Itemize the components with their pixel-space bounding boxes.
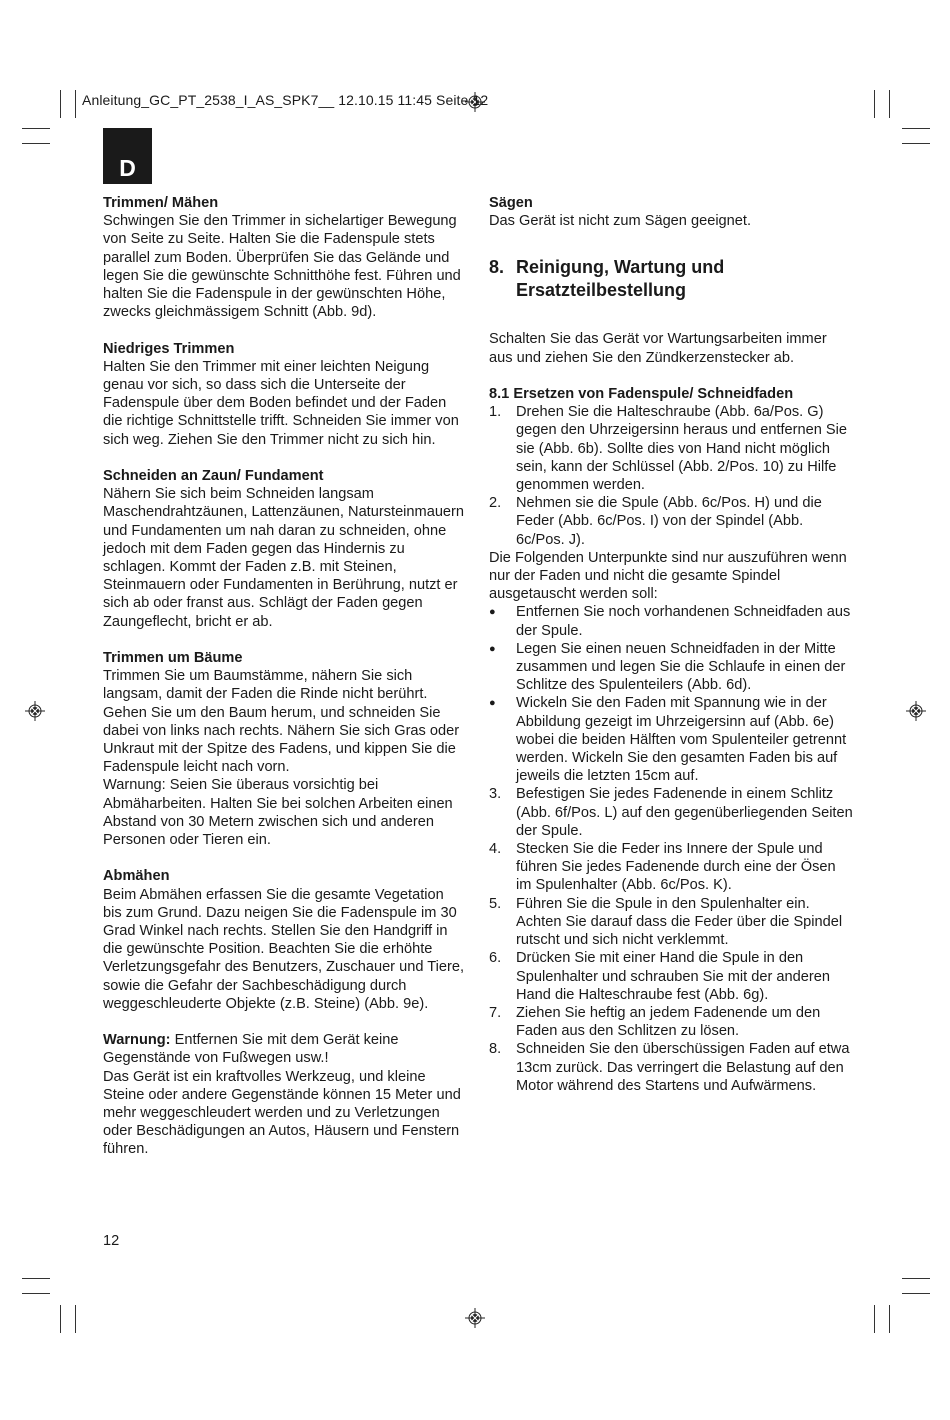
crop-mark [889,90,890,118]
list-item [489,840,854,895]
list-text: Führen Sie die Spule in den Spulenhalter ein. Achten Sie darauf dass die Feder über die Spindel rutscht und sich nicht verklemmt. [516,895,843,949]
section-text: Das Gerät ist nicht zum Sägen geeignet. [489,213,752,230]
registration-mark-icon [25,701,45,721]
crop-mark [902,1293,930,1294]
crop-mark [874,90,875,118]
chapter-number: 8. [489,257,505,278]
section-heading: Schneiden an Zaun/ Fundament [103,468,324,485]
bullet-icon: ● [489,697,496,710]
section-heading: Niedriges Trimmen [103,340,235,357]
steps-list-a [489,403,854,549]
section-heading: Trimmen/ Mähen [103,195,219,211]
warning-label: Warnung: [103,1032,171,1049]
steps-list-b [489,785,854,1094]
section-text: Trimmen Sie um Baumstämme, nähern Sie sich langsam, damit der Faden die Rinde nicht berührt. Gehen Sie um den Baum herum, und schneiden Sie dabei von links nach rechts. Nähern Sie sich Gras oder Unkraut mit der Spitze des Fadens, und kippen Sie die Fadenspule leicht nach vorn. [103,668,460,776]
bullet-list [489,603,854,785]
subsection-heading: 8.1 Ersetzen von Fadenspule/ Schneidfaden [489,386,794,402]
list-item [489,1004,854,1040]
list-item [489,949,854,1004]
section-text: Beim Abmähen erfassen Sie die gesamte Vegetation bis zum Grund. Dazu neigen Sie die Fadenspule im 30 Grad Winkel nach rechts. Stellen Sie den Handgriff in die gewünschte Position. Beachten Sie die erhöhte Verletzungsgefahr des Benutzers, Zuschauer und Tiere, sowie die Gefahr der Sachbeschädigung durch weggeschleuderte Objekte (z.B. Steine) (Abb. 9e). [103,886,465,1012]
list-text: Drehen Sie die Halteschraube (Abb. 6a/Pos. G) gegen den Uhrzeigersinn heraus und entfernen Sie sie (Abb. 6b). Sollte dies von Hand nicht möglich sein, kann der Schlüssel (Abb. 2/Pos. 10) zu Hilfe genommen werden. [516,404,848,494]
section-zaun-fundament [103,467,465,631]
language-tab-label: D [119,155,136,181]
chapter-title: Reinigung, Wartung und Ersatzteilbestellung [516,257,725,301]
section-trimmen-maehen [103,194,465,321]
list-number: 2. [489,495,502,512]
list-number: 5. [489,895,502,912]
section-abmaehen [103,867,465,1013]
list-item [489,895,854,950]
crop-mark [60,1305,61,1333]
list-text: Nehmen sie die Spule (Abb. 6c/Pos. H) und die Feder (Abb. 6c/Pos. I) von der Spindel (Abb. 6c/Pos. J). [516,495,822,548]
chapter-heading [489,256,854,302]
list-text: Schneiden Sie den überschüssigen Faden auf etwa 13cm zurück. Das verringert die Belastung auf den Motor während des Startens und Aufwärmens. [516,1041,850,1094]
crop-mark [22,1278,50,1279]
print-slug: Anleitung_GC_PT_2538_I_AS_SPK7__ 12.10.15 11:45 Seite 12 [82,92,489,108]
list-item [489,640,854,695]
crop-mark [902,1278,930,1279]
section-warning [103,1031,465,1158]
registration-mark-icon [465,1308,485,1328]
registration-mark-icon [906,701,926,721]
section-heading: Abmähen [103,868,170,885]
crop-mark [75,90,76,118]
crop-mark [60,90,61,118]
crop-mark [22,143,50,144]
bullet-icon: ● [489,642,496,655]
bullet-icon: ● [489,606,496,619]
crop-mark [889,1305,890,1333]
warning-line [103,1031,465,1067]
list-item [489,694,854,785]
section-saegen [489,194,854,230]
list-number: 6. [489,950,502,967]
language-tab [103,128,152,184]
list-item [489,785,854,840]
crop-mark [22,128,50,129]
section-text: Halten Sie den Trimmer mit einer leichten Neigung genau vor sich, so dass sich die Unterseite der Fadenspule über dem Boden befindet und der Faden die richtige Schnittstelle trifft. Schneiden Sie immer von sich weg. Ziehen Sie den Trimmer nicht zu sich hin. [103,358,459,448]
list-item [489,1040,854,1095]
section-niedriges-trimmen [103,340,465,449]
list-item [489,603,854,639]
list-text: Ziehen Sie heftig an jedem Fadenende um den Faden aus den Schlitzen zu lösen. [516,1004,821,1040]
list-text: Befestigen Sie jedes Fadenende in einem Schlitz (Abb. 6f/Pos. L) auf den gegenüberliegenden Seiten der Spule. [516,786,853,839]
warning-body: Das Gerät ist ein kraftvolles Werkzeug, und kleine Steine oder andere Gegenstände können 15 Meter und mehr weggeschleudert werden und zu Verletzungen oder Beschädigungen an Autos, Häusern und Fenstern führen. [103,1068,461,1158]
list-number: 1. [489,404,502,421]
list-text: Entfernen Sie noch vorhandenen Schneidfaden aus der Spule. [516,604,851,639]
section-baeume [103,649,465,849]
section-heading: Sägen [489,195,533,211]
chapter-intro: Schalten Sie das Gerät vor Wartungsarbeiten immer aus und ziehen Sie den Zündkerzenstecker ab. [489,331,827,366]
crop-mark [22,1293,50,1294]
note-text: Die Folgenden Unterpunkte sind nur auszuführen wenn nur der Faden und nicht die gesamte Spindel ausgetauscht werden soll: [489,549,847,603]
warning-text: Entfernen Sie mit dem Gerät keine Gegenstände von Fußwegen usw.! [103,1032,399,1067]
section-warning-text: Warnung: Seien Sie überaus vorsichtig bei Abmäharbeiten. Halten Sie bei solchen Arbeiten einen Abstand von 30 Metern zwischen sich und anderen Personen oder Tieren ein. [103,777,453,849]
page-number: 12 [103,1233,120,1249]
crop-mark [75,1305,76,1333]
left-column [103,194,465,1159]
list-text: Stecken Sie die Feder ins Innere der Spule und führen Sie jedes Fadenende durch eine der Ösen im Spulenhalter (Abb. 6c/Pos. K). [516,841,836,894]
crop-mark [874,1305,875,1333]
crop-mark [902,128,930,129]
list-item [489,403,854,494]
right-column [489,194,854,1095]
section-text: Schwingen Sie den Trimmer in sichelartiger Bewegung von Seite zu Seite. Halten Sie die Fadenspule stets parallel zum Boden. Überprüfen Sie das Gelände und legen Sie die gewünschte Schnitthöhe fest. Führen und halten Sie die Fadenspule in der gewünschten Höhe, zwecks gleichmässigem Schnitt (Abb. 9d). [103,213,461,321]
list-text: Wickeln Sie den Faden mit Spannung wie in der Abbildung gezeigt im Uhrzeigersinn auf (Abb. 6e) wobei die beiden Hälften vom Spulenteiler getrennt werden. Wickeln Sie den gesamten Faden bis auf jeweils die letzten 15cm auf. [516,695,847,785]
list-text: Drücken Sie mit einer Hand die Spule in den Spulenhalter und schrauben Sie mit der anderen Hand die Halteschraube fest (Abb. 6g). [516,950,830,1003]
list-number: 3. [489,786,502,803]
list-text: Legen Sie einen neuen Schneidfaden in der Mitte zusammen und legen Sie die Schlaufe in einen der Schlitze des Spulenteilers (Abb. 6d). [516,640,846,694]
list-number: 8. [489,1041,502,1058]
list-number: 4. [489,841,502,858]
section-text: Nähern Sie sich beim Schneiden langsam Maschendrahtzäunen, Lattenzäunen, Natursteinmauern und Fundamenten um nah daran zu schneiden, ohne jedoch mit dem Faden gegen das Hindernis zu schlagen. Kommt der Faden z.B. mit Steinen, Steinmauern oder Fundamenten in Berührung, nutzt er sich ab oder franst aus. Schlägt der Faden gegen Zaungeflecht, bricht er ab. [103,486,465,630]
section-heading: Trimmen um Bäume [103,650,243,667]
crop-mark [902,143,930,144]
list-number: 7. [489,1004,502,1021]
list-item [489,494,854,549]
